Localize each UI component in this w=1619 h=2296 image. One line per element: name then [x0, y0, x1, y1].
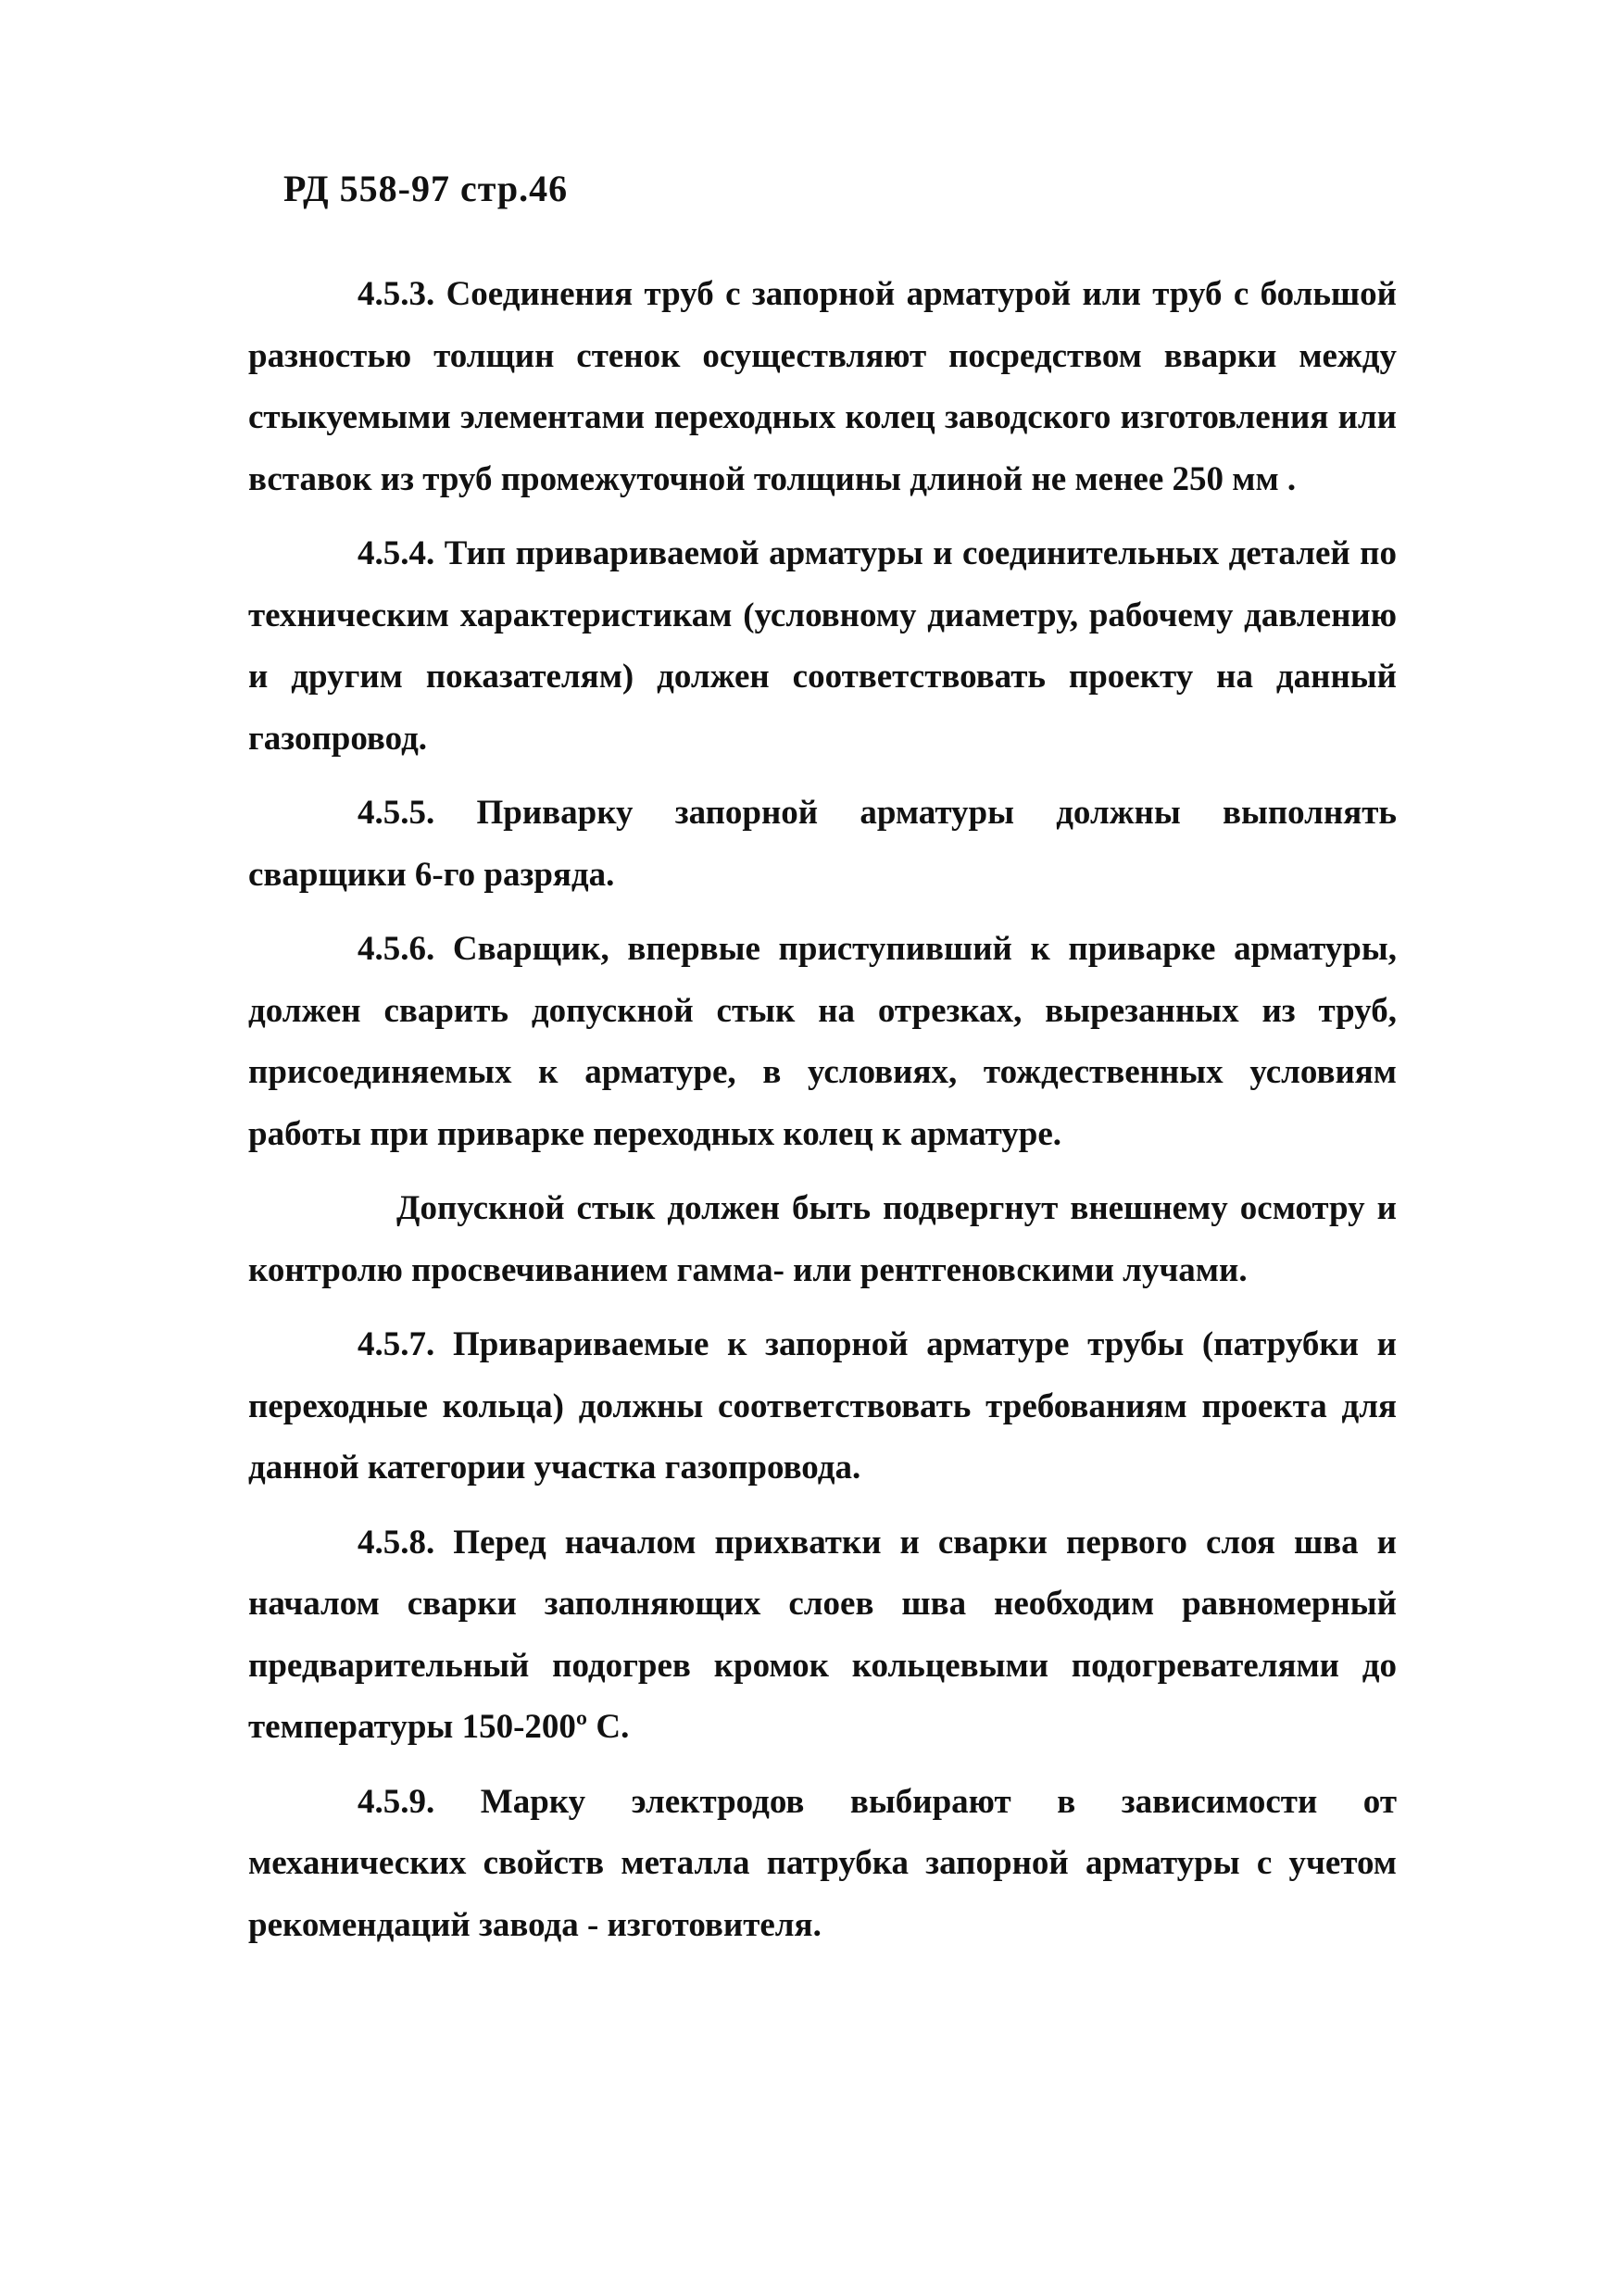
paragraph-4-5-8: 4.5.8. Перед началом прихватки и сварки первого слоя шва и началом сварки заполняющих слоев шва необходим равномерный предварительный подогрев кромок кольцевыми подогревателями до температуры 150-200º С.	[248, 1523, 1397, 1746]
paragraph-4-5-7: 4.5.7. Привариваемые к запорной арматуре трубы (патрубки и переходные кольца) должны соответствовать требованиям проекта для данной категории участка газопровода.	[248, 1325, 1397, 1487]
paragraph-4-5-6: 4.5.6. Сварщик, впервые приступивший к приварке арматуры, должен сварить допускной стык на отрезках, вырезанных из труб, присоединяемых к арматуре, в условиях, тождественных условиям работы при приварке переходных колец к арматуре.	[248, 930, 1397, 1153]
paragraph-test-joint: Допускной стык должен быть подвергнут внешнему осмотру и контролю просвечиванием гамма- или рентгеновскими лучами.	[248, 1189, 1397, 1289]
document-body	[248, 264, 1397, 1969]
paragraph-4-5-3: 4.5.3. Соединения труб с запорной арматурой или труб с большой разностью толщин стенок осуществляют посредством вварки между стыкуемыми элементами переходных колец заводского изготовления или вставок из труб промежуточной толщины длиной не менее 250 мм .	[248, 275, 1397, 498]
paragraph-4-5-9: 4.5.9. Марку электродов выбирают в зависимости от механических свойств металла патрубка запорной арматуры с учетом рекомендаций завода - изготовителя.	[248, 1782, 1397, 1944]
paragraph-4-5-5: 4.5.5. Приварку запорной арматуры должны выполнять сварщики 6-го разряда.	[248, 794, 1397, 894]
paragraph-4-5-4: 4.5.4. Тип привариваемой арматуры и соединительных деталей по техническим характеристикам (условному диаметру, рабочему давлению и другим показателям) должен соответствовать проекту на данный газопровод.	[248, 534, 1397, 758]
page-header-reference: РД 558-97 стр.46	[283, 168, 569, 209]
